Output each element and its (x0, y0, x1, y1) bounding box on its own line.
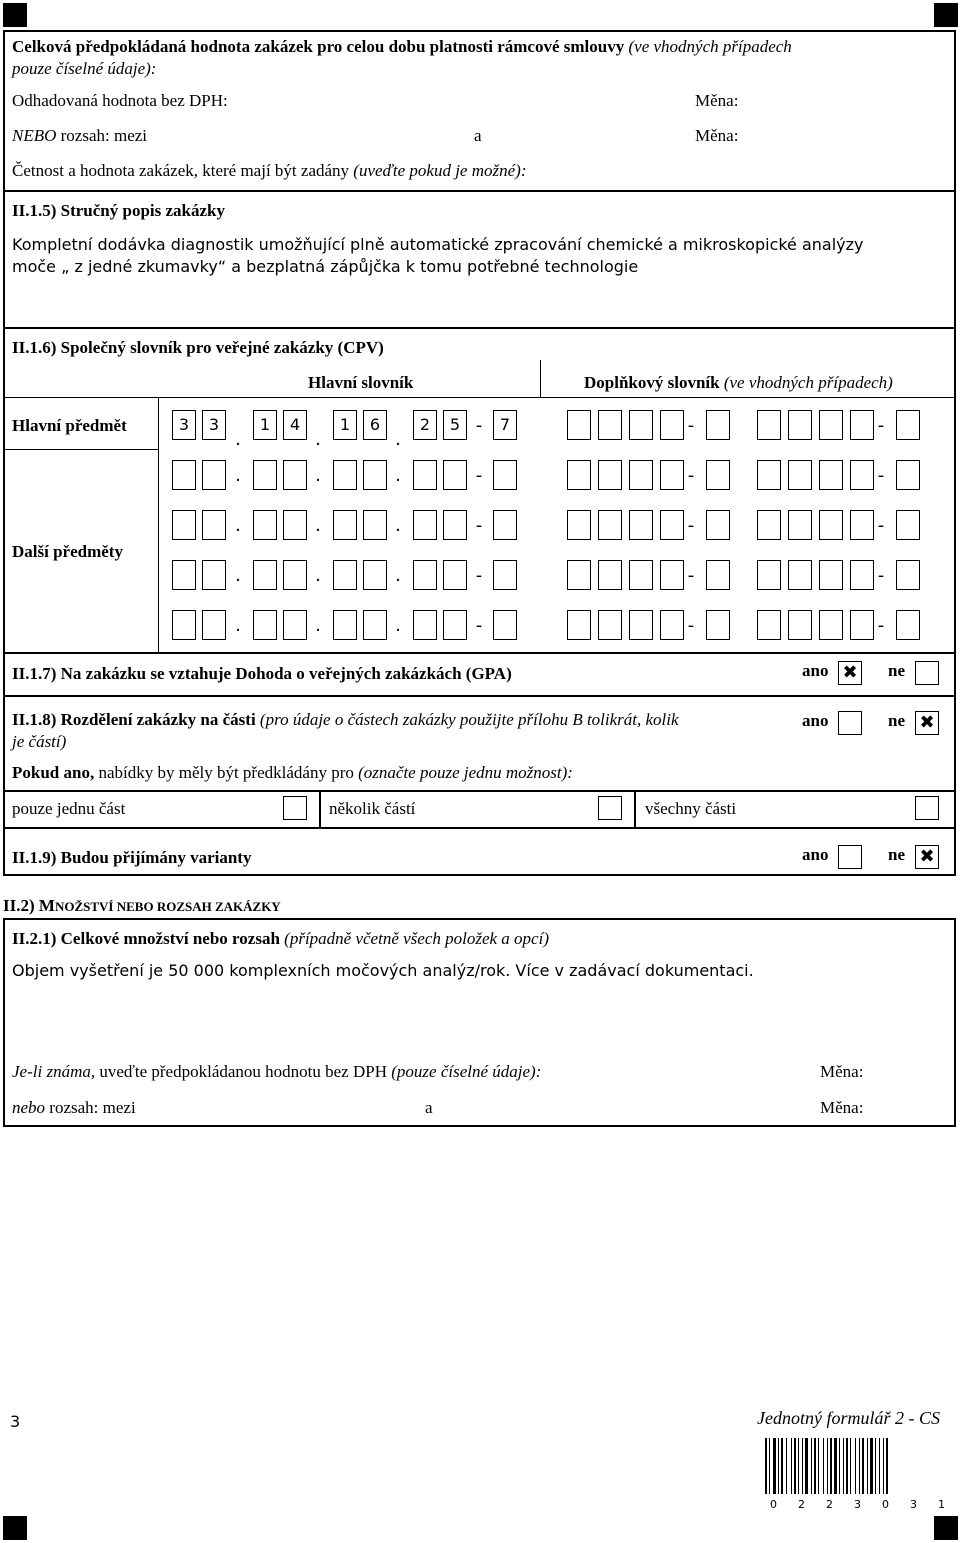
bids-note: (označte pouze jednu možnost): (358, 763, 573, 782)
supplementary-cpv-box[interactable] (629, 410, 653, 440)
variants-no-checkbox[interactable]: ✖ (915, 845, 939, 869)
main-vocabulary-label: Hlavní slovník (308, 373, 414, 392)
or-italic: nebo (12, 1098, 46, 1117)
cpv-digit-box[interactable] (202, 460, 226, 490)
barcode-bar (830, 1438, 832, 1494)
corner-mark-top-left (3, 3, 27, 27)
supplementary-cpv-box[interactable] (819, 560, 843, 590)
barcode-digit: 2 (826, 1498, 833, 1511)
main-cpv-digit[interactable]: 4 (283, 410, 307, 440)
heading-initial: M (38, 896, 55, 915)
and-label: a (425, 1098, 433, 1117)
variants-yes-checkbox[interactable] (838, 845, 862, 869)
barcode-bar (798, 1438, 799, 1494)
frequency-row (12, 161, 526, 181)
divider (158, 397, 159, 652)
supplementary-cpv-box[interactable] (629, 460, 653, 490)
lots-title (12, 710, 679, 730)
quantity-section-heading (3, 896, 281, 917)
cpv-digit-box[interactable] (443, 510, 467, 540)
gpa-no-label: ne (888, 661, 905, 680)
divider (3, 449, 158, 450)
cpv-title: II.1.6) Společný slovník pro veřejné zakázky (CPV) (12, 338, 384, 357)
cpv-dash: - (687, 615, 695, 636)
barcode-bar (883, 1438, 884, 1494)
cpv-dot: . (235, 429, 241, 450)
divider (319, 790, 321, 827)
cpv-dot: . (395, 429, 401, 450)
supplementary-cpv-box[interactable] (850, 460, 874, 490)
option-all-checkbox[interactable] (915, 796, 939, 820)
supplementary-cpv-box[interactable] (598, 560, 622, 590)
cpv-digit-box[interactable] (172, 610, 196, 640)
gpa-no-checkbox[interactable] (915, 661, 939, 685)
main-cpv-digit[interactable]: 1 (253, 410, 277, 440)
variants-yes-label: ano (802, 845, 829, 864)
cpv-digit-box[interactable] (493, 610, 517, 640)
corner-mark-top-right (934, 3, 958, 27)
supplementary-cpv-box[interactable] (850, 510, 874, 540)
supplementary-cpv-box[interactable] (706, 410, 730, 440)
supplementary-cpv-box[interactable] (567, 610, 591, 640)
cpv-dash: - (877, 615, 885, 636)
main-cpv-digit[interactable]: 5 (443, 410, 467, 440)
cpv-dot: . (315, 465, 321, 486)
barcode-bar (794, 1438, 796, 1494)
barcode-bar (765, 1438, 767, 1494)
known-value-row (12, 1062, 541, 1082)
cpv-digit-box[interactable] (493, 460, 517, 490)
cpv-dash: - (475, 565, 483, 586)
cpv-digit-box[interactable] (172, 510, 196, 540)
cpv-digit-box[interactable] (253, 510, 277, 540)
cpv-dash: - (475, 515, 483, 536)
cpv-dot: . (315, 615, 321, 636)
main-cpv-digit[interactable]: 1 (333, 410, 357, 440)
cpv-digit-box[interactable] (443, 460, 467, 490)
quantity-title-note: (případně včetně všech položek a opcí) (284, 929, 549, 948)
total-value-title (12, 37, 792, 57)
lots-yes-label: ano (802, 711, 829, 730)
supplementary-cpv-box[interactable] (896, 610, 920, 640)
divider (3, 790, 956, 792)
barcode-bar (802, 1438, 803, 1494)
supplementary-cpv-box[interactable] (660, 560, 684, 590)
barcode-bar (867, 1438, 868, 1494)
range-label: rozsah: mezi (60, 126, 148, 145)
and-label: a (474, 126, 482, 145)
heading-rest: NOŽSTVÍ NEBO ROZSAH ZAKÁZKY (54, 899, 281, 914)
corner-mark-bottom-left (3, 1516, 27, 1540)
barcode-bar (846, 1438, 848, 1494)
main-cpv-digit[interactable]: 3 (172, 410, 196, 440)
currency-label: Měna: (695, 91, 739, 110)
barcode-bar (827, 1438, 828, 1494)
supplementary-cpv-box[interactable] (598, 610, 622, 640)
main-cpv-digit[interactable]: 7 (493, 410, 517, 440)
supplementary-cpv-box[interactable] (706, 560, 730, 590)
supplementary-cpv-box[interactable] (660, 610, 684, 640)
bids-bold: Pokud ano, (12, 763, 95, 782)
corner-mark-bottom-right (934, 1516, 958, 1540)
cpv-digit-box[interactable] (443, 560, 467, 590)
barcode-bar (839, 1438, 840, 1494)
quantity-text: Objem vyšetření je 50 000 komplexních močových analýz/rok. Více v zadávací dokumentaci. (12, 961, 754, 980)
barcode-bar (823, 1438, 824, 1494)
cpv-dash: - (687, 515, 695, 536)
supplementary-cpv-box[interactable] (629, 610, 653, 640)
cpv-digit-box[interactable] (413, 610, 437, 640)
cpv-dash: - (475, 415, 483, 436)
known-note: (pouze číselné údaje): (391, 1062, 542, 1081)
supplementary-cpv-box[interactable] (850, 560, 874, 590)
cpv-dot: . (315, 565, 321, 586)
cpv-dash: - (475, 465, 483, 486)
cpv-dash: - (877, 415, 885, 436)
or-label: NEBO (12, 126, 57, 145)
cpv-digit-box[interactable] (333, 510, 357, 540)
cpv-digit-box[interactable] (202, 560, 226, 590)
cpv-digit-box[interactable] (413, 560, 437, 590)
supplementary-vocabulary-note: (ve vhodných případech) (723, 373, 893, 392)
cpv-digit-box[interactable] (283, 560, 307, 590)
cpv-digit-box[interactable] (172, 460, 196, 490)
bids-row (12, 763, 573, 783)
cpv-digit-box[interactable] (363, 460, 387, 490)
main-cpv-digit[interactable]: 2 (413, 410, 437, 440)
barcode-bar (879, 1438, 880, 1494)
cpv-dash: - (877, 515, 885, 536)
cpv-dot: . (235, 515, 241, 536)
known-text: uveďte předpokládanou hodnotu bez DPH (99, 1062, 387, 1081)
supplementary-cpv-box[interactable] (660, 410, 684, 440)
cpv-dash: - (877, 565, 885, 586)
barcode-bar (769, 1438, 770, 1494)
barcode-bar (805, 1438, 808, 1494)
barcode-bar (773, 1438, 776, 1494)
supplementary-cpv-box[interactable] (567, 560, 591, 590)
supplementary-cpv-box[interactable] (896, 410, 920, 440)
other-subjects-label: Další předměty (12, 542, 123, 561)
range-row (12, 126, 147, 146)
cpv-digit-box[interactable] (202, 610, 226, 640)
page-number: 3 (10, 1412, 21, 1431)
barcode-digit: 1 (938, 1498, 945, 1511)
barcode-digit: 2 (798, 1498, 805, 1511)
cpv-dash: - (687, 465, 695, 486)
barcode (765, 1438, 955, 1494)
barcode-bar (778, 1438, 779, 1494)
supplementary-cpv-box[interactable] (757, 560, 781, 590)
barcode-digit: 0 (882, 1498, 889, 1511)
cpv-dot: . (395, 615, 401, 636)
short-description-title: II.1.5) Stručný popis zakázky (12, 201, 226, 220)
supplementary-cpv-box[interactable] (788, 560, 812, 590)
divider (3, 190, 956, 192)
supplementary-cpv-box[interactable] (819, 610, 843, 640)
barcode-bar (818, 1438, 819, 1494)
cpv-digit-box[interactable] (363, 610, 387, 640)
cpv-digit-box[interactable] (333, 560, 357, 590)
barcode-bar (834, 1438, 837, 1494)
supplementary-cpv-box[interactable] (598, 510, 622, 540)
supplementary-cpv-box[interactable] (757, 510, 781, 540)
option-one-checkbox[interactable] (283, 796, 307, 820)
cpv-digit-box[interactable] (333, 610, 357, 640)
supplementary-cpv-box[interactable] (757, 460, 781, 490)
currency-label: Měna: (695, 126, 739, 145)
option-all-label: všechny části (645, 799, 737, 818)
quantity-title (12, 929, 549, 949)
gpa-title: II.1.7) Na zakázku se vztahuje Dohoda o veřejných zakázkách (GPA) (12, 664, 512, 683)
cpv-dash: - (877, 465, 885, 486)
barcode-bar (855, 1438, 856, 1494)
supplementary-cpv-box[interactable] (788, 460, 812, 490)
supplementary-cpv-box[interactable] (819, 510, 843, 540)
barcode-bar (859, 1438, 860, 1494)
form-name: Jednotný formulář 2 - CS (757, 1408, 940, 1428)
cpv-dot: . (315, 515, 321, 536)
heading-prefix: II.2) (3, 896, 35, 915)
cpv-digit-box[interactable] (413, 510, 437, 540)
barcode-bar (791, 1438, 792, 1494)
barcode-bar (781, 1438, 783, 1494)
supplementary-vocabulary-text: Doplňkový slovník (584, 373, 720, 392)
supplementary-cpv-box[interactable] (757, 410, 781, 440)
cpv-digit-box[interactable] (413, 460, 437, 490)
bids-text: nabídky by měly být předkládány pro (98, 763, 354, 782)
cpv-digit-box[interactable] (253, 460, 277, 490)
supplementary-cpv-box[interactable] (598, 460, 622, 490)
supplementary-cpv-box[interactable] (706, 610, 730, 640)
supplementary-cpv-box[interactable] (567, 460, 591, 490)
barcode-digit: 3 (910, 1498, 917, 1511)
divider (3, 695, 956, 697)
lots-title-note: (pro údaje o částech zakázky použijte přílohu B tolikrát, kolik (259, 710, 679, 729)
supplementary-cpv-box[interactable] (706, 460, 730, 490)
cpv-dash: - (475, 615, 483, 636)
supplementary-cpv-box[interactable] (788, 510, 812, 540)
cpv-digit-box[interactable] (283, 610, 307, 640)
supplementary-cpv-box[interactable] (660, 510, 684, 540)
lots-title-text: II.1.8) Rozdělení zakázky na části (12, 710, 256, 729)
variants-no-label: ne (888, 845, 905, 864)
cpv-digit-box[interactable] (493, 560, 517, 590)
main-cpv-digit[interactable]: 3 (202, 410, 226, 440)
frequency-label: Četnost a hodnota zakázek, které mají být zadány (12, 161, 350, 180)
supplementary-vocabulary-label (584, 373, 893, 393)
lots-no-label: ne (888, 711, 905, 730)
total-value-title-note-2: pouze číselné údaje): (12, 59, 157, 78)
barcode-bar (875, 1438, 876, 1494)
barcode-bar (870, 1438, 873, 1494)
supplementary-cpv-box[interactable] (819, 410, 843, 440)
divider (634, 790, 636, 827)
option-several-label: několik částí (329, 799, 416, 818)
total-value-title-text: Celková předpokládaná hodnota zakázek pro celou dobu platnosti rámcové smlouvy (12, 37, 625, 56)
supplementary-cpv-box[interactable] (819, 460, 843, 490)
barcode-bar (814, 1438, 816, 1494)
divider (540, 360, 541, 398)
cpv-digit-box[interactable] (283, 510, 307, 540)
divider (3, 327, 956, 329)
barcode-digit: 0 (770, 1498, 777, 1511)
barcode-bar (886, 1438, 888, 1494)
supplementary-cpv-box[interactable] (706, 510, 730, 540)
cpv-dot: . (235, 565, 241, 586)
supplementary-cpv-box[interactable] (788, 410, 812, 440)
supplementary-cpv-box[interactable] (629, 510, 653, 540)
main-cpv-digit[interactable]: 6 (363, 410, 387, 440)
known-italic: Je-li známa, (12, 1062, 96, 1081)
cpv-digit-box[interactable] (363, 560, 387, 590)
lots-yes-checkbox[interactable] (838, 711, 862, 735)
cpv-digit-box[interactable] (493, 510, 517, 540)
supplementary-cpv-box[interactable] (850, 410, 874, 440)
gpa-yes-label: ano (802, 661, 829, 680)
cpv-digit-box[interactable] (253, 610, 277, 640)
barcode-bar (811, 1438, 812, 1494)
divider (3, 397, 956, 398)
estimated-value-label: Odhadovaná hodnota bez DPH: (12, 91, 228, 110)
lots-no-checkbox[interactable]: ✖ (915, 711, 939, 735)
option-one-label: pouze jednu část (12, 799, 126, 818)
supplementary-cpv-box[interactable] (567, 410, 591, 440)
range-row-2 (12, 1098, 136, 1118)
cpv-digit-box[interactable] (443, 610, 467, 640)
cpv-dot: . (235, 465, 241, 486)
short-description-text: Kompletní dodávka diagnostik umožňující plně automatické zpracování chemické a mikroskopické analýzy moče „ z jedné zkumavky“ a bezplatná zápůjčka k tomu potřebné technologie (12, 235, 864, 276)
supplementary-cpv-box[interactable] (896, 560, 920, 590)
cpv-digit-box[interactable] (363, 510, 387, 540)
quantity-title-text: II.2.1) Celkové množství nebo rozsah (12, 929, 280, 948)
cpv-dash: - (687, 415, 695, 436)
barcode-bar (786, 1438, 787, 1494)
barcode-digit: 3 (854, 1498, 861, 1511)
lots-title-note-2: je částí) (12, 732, 67, 751)
currency-label: Měna: (820, 1062, 864, 1081)
cpv-dot: . (395, 465, 401, 486)
total-value-title-note: (ve vhodných případech (628, 37, 792, 56)
cpv-digit-box[interactable] (333, 460, 357, 490)
cpv-digit-box[interactable] (172, 560, 196, 590)
section-frame-ii1 (3, 30, 956, 876)
supplementary-cpv-box[interactable] (896, 510, 920, 540)
cpv-digit-box[interactable] (283, 460, 307, 490)
cpv-dot: . (235, 615, 241, 636)
cpv-dash: - (687, 565, 695, 586)
divider (3, 827, 956, 829)
cpv-dot: . (315, 429, 321, 450)
supplementary-cpv-box[interactable] (850, 610, 874, 640)
divider (3, 652, 956, 654)
cpv-dot: . (395, 515, 401, 536)
barcode-bar (862, 1438, 864, 1494)
option-several-checkbox[interactable] (598, 796, 622, 820)
frequency-note: (uveďte pokud je možné): (353, 161, 527, 180)
main-subject-label: Hlavní předmět (12, 416, 127, 435)
barcode-bar (843, 1438, 844, 1494)
supplementary-cpv-box[interactable] (896, 460, 920, 490)
cpv-dot: . (395, 565, 401, 586)
cpv-digit-box[interactable] (202, 510, 226, 540)
barcode-bar (850, 1438, 851, 1494)
section-frame-ii21 (3, 918, 956, 1127)
gpa-yes-checkbox[interactable]: ✖ (838, 661, 862, 685)
currency-label: Měna: (820, 1098, 864, 1117)
supplementary-cpv-box[interactable] (660, 460, 684, 490)
supplementary-cpv-box[interactable] (567, 510, 591, 540)
supplementary-cpv-box[interactable] (629, 560, 653, 590)
variants-title: II.1.9) Budou přijímány varianty (12, 848, 252, 867)
supplementary-cpv-box[interactable] (757, 610, 781, 640)
range-label: rozsah: mezi (49, 1098, 136, 1117)
supplementary-cpv-box[interactable] (788, 610, 812, 640)
supplementary-cpv-box[interactable] (598, 410, 622, 440)
cpv-digit-box[interactable] (253, 560, 277, 590)
barcode-digits (770, 1498, 950, 1512)
